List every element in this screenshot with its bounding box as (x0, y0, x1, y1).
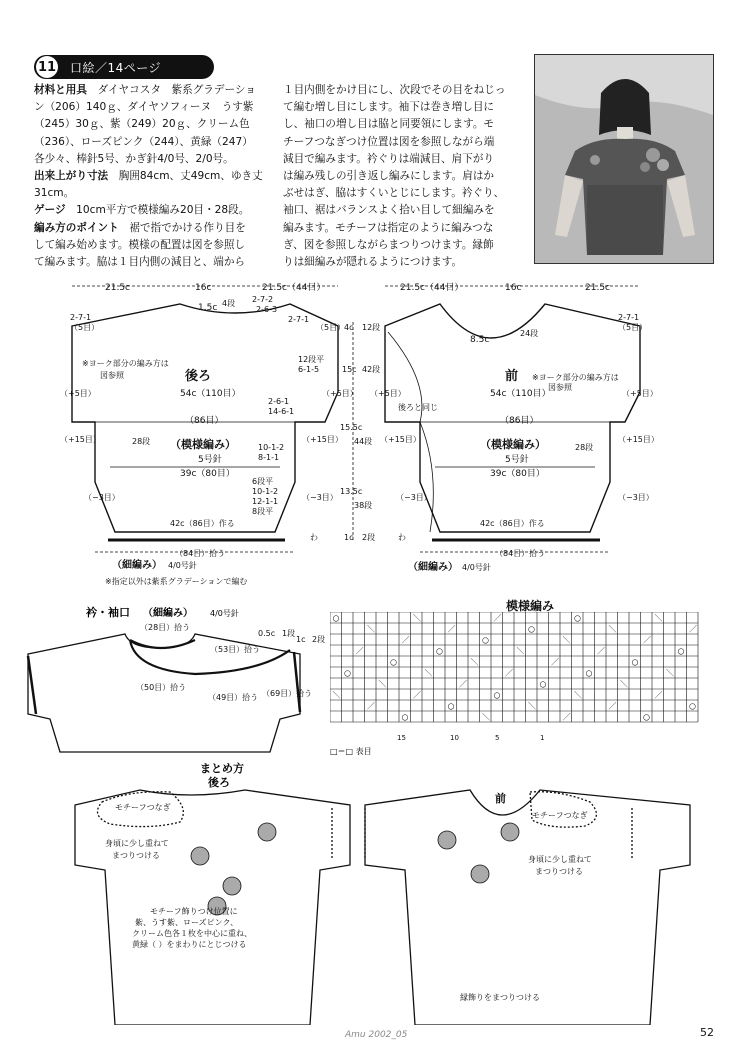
back-plus5-left: （+5目） (60, 389, 96, 398)
svg-text:＼: ＼ (666, 668, 674, 678)
svg-text:＼: ＼ (528, 701, 536, 711)
front-rows28: 28段 (575, 443, 594, 452)
back-side2-4: 8段平 (252, 507, 274, 516)
center-dim-4: 42段 (362, 365, 381, 374)
back-inc-1: 2-6-1 (268, 397, 290, 406)
collar-title: 衿・袖口 (86, 606, 130, 619)
assembly-edging: 縁飾りをまつりつける (460, 993, 540, 1002)
front-top-dim-2: 16c (505, 283, 522, 293)
svg-text:○: ○ (482, 635, 489, 645)
center-dim-2: 12段 (362, 323, 381, 332)
chart-col-1: 1 (540, 734, 545, 742)
assembly-motif-note-3: クリーム色各１枚を中心に重ね、 (132, 929, 252, 938)
collar-d1: 1c (296, 635, 306, 644)
svg-text:＼: ＼ (654, 613, 663, 623)
front-pattern: （模様編み） (480, 438, 546, 451)
back-neck-dim: 1.5c (198, 303, 218, 313)
svg-text:○: ○ (390, 657, 397, 667)
back-needle: 5号針 (198, 455, 222, 465)
page-number: 52 (700, 1026, 714, 1039)
garment-schematics (0, 272, 750, 602)
svg-text:○: ○ (539, 679, 547, 689)
center-dim-3: 15c (342, 365, 357, 374)
svg-text:○: ○ (643, 712, 650, 722)
center-dim-9: 1c (344, 533, 354, 542)
collar-53: （53目）拾う (210, 645, 261, 654)
back-top-dim-2: 16c (195, 283, 212, 293)
svg-text:／: ／ (367, 701, 375, 711)
back-side2-1: 6段平 (252, 477, 274, 486)
assembly-diagram (20, 760, 730, 1025)
back-side2-2: 10-1-2 (252, 487, 279, 496)
back-dec615: 6-1-5 (298, 365, 320, 374)
collar-cuff-diagram (0, 604, 330, 754)
svg-text:＼: ＼ (367, 624, 375, 634)
instructions-left: 材料と用具 ダイヤコスタ 紫系グラデーショ ン（206）140ｇ、ダイヤソフィーヌ うす紫 （245）30ｇ、紫（249）20ｇ、クリーム色 （236）、ローズピンク（244）、黄緑（247） 各少々、棒針5号、かぎ針4/0号、2/0号。 出来上がり寸法 胸囲84cm、丈49cm、ゆき丈 31cm。 ゲージ 10cm平方で模様編み20目・28段。 編み方のポイント 裾で指でかける作り目を して編み始めます。模様の配置は図を参照し て編みます。脇は１目内側の減目と、端から (34, 84, 263, 269)
svg-text:＼: ＼ (482, 712, 490, 722)
assembly-motif-join-front: モチーフつなぎ (532, 811, 588, 820)
back-edge-needle: 4/0号針 (168, 561, 197, 570)
chart-col-15: 15 (397, 734, 406, 742)
assembly-motif-note-2: 紫、うす紫、ローズピンク、 (135, 918, 239, 927)
instructions-middle: １目内側をかけ目にし、次段でその目をねじっ て編む増し目にします。袖下は巻き増し目に し、袖口の増し目は脇と同要領にします。モ チーフつなぎつけ位置は図を参照しながら端 減目で編みます。衿ぐりは端減目、肩下がり は編み残しの引き返し編みにします。肩はか ぶせはぎ、脇はすくいとじにします。衿ぐり、 袖口、裾はバランスよく拾い目して細編みを 編みます。モチーフは指定のように編みつな ぎ、図を参照しながらまつりつけます。縁飾 りは細編みが隠れるようにつけます。 (283, 84, 506, 269)
chart-legend: □＝□ 表目 (330, 747, 372, 756)
back-pick: （84目）拾う (175, 549, 226, 558)
back-bust: 54c（110目） (180, 389, 241, 399)
back-inc-2: 14-6-1 (268, 407, 295, 416)
back-edge: （細編み） (112, 560, 162, 571)
back-neck-dec-3: 2-7-1 (288, 315, 310, 324)
back-neck-dec-2: 2-6-3 (256, 305, 278, 314)
svg-text:○: ○ (574, 613, 581, 623)
svg-text:○: ○ (493, 690, 501, 700)
back-side2-3: 12-1-1 (252, 497, 279, 506)
back-yoke-note-1: ※ヨーク部分の編み方は (82, 359, 169, 368)
svg-text:＼: ＼ (332, 690, 341, 700)
front-st86: （86目） (500, 416, 539, 426)
center-dim-5: 15.5c (340, 423, 363, 432)
collar-r2: 2段 (312, 635, 326, 644)
front-plus15-left: （+15目） (380, 435, 421, 444)
center-dim-6: 44段 (354, 437, 373, 446)
svg-text:○: ○ (332, 613, 340, 623)
front-neck-rows: 24段 (520, 329, 539, 338)
front-pick: （84目）拾う (495, 549, 546, 558)
assembly-motif-note-1: モチーフ飾りつけ位置に (150, 907, 238, 916)
svg-text:＼: ＼ (424, 668, 433, 678)
back-waist: 39c（80目） (180, 469, 235, 479)
front-same-as-back: 後ろと同じ (398, 403, 438, 412)
svg-text:＼: ＼ (574, 690, 582, 700)
svg-text:＼: ＼ (516, 646, 525, 656)
front-minus3-right: （−3目） (618, 493, 654, 502)
assembly-front: 前 (495, 792, 506, 805)
svg-text:○: ○ (401, 712, 409, 722)
back-side-1: 10-1-2 (258, 443, 285, 452)
svg-text:／: ／ (355, 646, 364, 656)
collar-69: （69目）拾う (262, 689, 313, 698)
collar-r1: 1段 (282, 629, 296, 638)
back-minus3-left: （−3目） (84, 493, 120, 502)
svg-text:○: ○ (631, 657, 639, 667)
center-dim-8: 38段 (354, 501, 373, 510)
svg-text:／: ／ (643, 635, 651, 645)
svg-text:／: ／ (689, 624, 697, 634)
assembly-back-note-1: 身頃に少し重ねて (105, 839, 169, 848)
back-neck-dec-1: 2-7-2 (252, 295, 274, 304)
front-minus3-left: （−3目） (396, 493, 432, 502)
model-illustration (535, 55, 713, 263)
front-waist: 39c（80目） (490, 469, 545, 479)
back-title: 後ろ (185, 369, 212, 384)
svg-text:○: ○ (689, 701, 696, 711)
svg-text:／: ／ (562, 712, 571, 722)
svg-text:○: ○ (447, 701, 455, 711)
back-shoulder: 2-7-1 (70, 313, 92, 322)
collar-49: （49目）拾う (208, 693, 259, 702)
back-plus15-right: （+15目） (302, 435, 343, 444)
front-yoke-note-2: 図参照 (548, 383, 572, 392)
front-edge-needle: 4/0号針 (462, 563, 491, 572)
svg-text:／: ／ (597, 646, 605, 656)
assembly-motif-join-back: モチーフつなぎ (115, 803, 171, 812)
collar-28: （28目）拾う (140, 623, 191, 632)
front-top-dim-3: 21.5c (585, 283, 610, 293)
svg-text:／: ／ (447, 624, 456, 634)
front-yoke-note-1: ※ヨーク部分の編み方は (532, 373, 619, 382)
front-neck-dim: 8.5c (470, 335, 490, 345)
back-rows28: 28段 (132, 437, 151, 446)
svg-text:○: ○ (677, 646, 685, 656)
section-header (34, 55, 214, 79)
front-top-dim-1: 21.5c（44目） (400, 283, 464, 293)
model-photo (534, 54, 714, 264)
assembly-back-note-2: まつりつける (112, 851, 160, 860)
back-pattern: （模様編み） (170, 438, 236, 451)
chart-col-10: 10 (450, 734, 459, 742)
section-number: 11 (36, 56, 58, 78)
back-minus3-right: （−3目） (302, 493, 338, 502)
center-dim-10: 2段 (362, 533, 376, 542)
front-hem: 42c（86目）作る (480, 519, 545, 528)
collar-d05: 0.5c (258, 629, 276, 638)
back-five-stitch-right: （5目） (316, 323, 346, 332)
svg-text:／: ／ (505, 668, 513, 678)
back-plus5-right: （+5目） (322, 389, 358, 398)
front-bust: 54c（110目） (490, 389, 551, 399)
svg-text:／: ／ (608, 701, 617, 711)
svg-text:○: ○ (528, 624, 535, 634)
back-top-dim-1: 21.5c (105, 283, 130, 293)
section-title: 口絵／14ページ (70, 60, 162, 75)
center-dim-7: 13.5c (340, 487, 363, 496)
svg-text:＼: ＼ (413, 613, 421, 623)
chart-col-5: 5 (495, 734, 500, 742)
front-wa: わ (398, 533, 406, 542)
front-plus5-right: （+5目） (622, 389, 658, 398)
back-hem: 42c（86目）作る (170, 519, 235, 528)
magazine-footer: Amu 2002_05 (345, 1030, 408, 1040)
assembly-front-note-2: まつりつける (535, 867, 583, 876)
svg-text:＼: ＼ (378, 679, 387, 689)
front-edge: （細編み） (408, 562, 458, 573)
front-title: 前 (505, 369, 519, 384)
back-wa: わ (310, 533, 318, 542)
svg-text:○: ○ (344, 668, 351, 678)
back-st86: （86目） (185, 416, 224, 426)
svg-text:／: ／ (493, 613, 502, 623)
svg-text:＼: ＼ (562, 635, 571, 645)
back-plus15-left: （+15目） (60, 435, 101, 444)
front-plus5-left: （+5目） (370, 389, 406, 398)
back-side-2: 8-1-1 (258, 453, 280, 462)
back-row12: 12段平 (298, 355, 325, 364)
back-yoke-note-2: 図参照 (100, 371, 124, 380)
pattern-chart-title: 模様編み (505, 599, 554, 613)
back-neck-rows: 4段 (222, 299, 236, 308)
svg-text:＼: ＼ (470, 657, 479, 667)
collar-needle: 4/0号針 (210, 609, 239, 618)
collar-50: （50目）拾う (136, 683, 187, 692)
svg-text:＼: ＼ (620, 679, 628, 689)
assembly-back: 後ろ (208, 776, 230, 789)
svg-text:／: ／ (654, 690, 663, 700)
svg-text:○: ○ (436, 646, 443, 656)
svg-text:／: ／ (551, 657, 559, 667)
svg-text:／: ／ (459, 679, 467, 689)
front-plus15-right: （+15目） (618, 435, 659, 444)
assembly-title: まとめ方 (200, 762, 244, 775)
collar-subtitle: （細編み） (143, 608, 193, 619)
assembly-motif-note-4: 黄緑（ ）をまわりにとじつける (132, 940, 247, 949)
front-five-stitch: （5目） (618, 323, 648, 332)
svg-text:○: ○ (585, 668, 593, 678)
svg-text:＼: ＼ (608, 624, 617, 634)
pattern-chart (330, 612, 725, 760)
assembly-front-note-1: 身頃に少し重ねて (528, 855, 592, 864)
front-needle: 5号針 (505, 455, 529, 465)
svg-text:／: ／ (401, 635, 410, 645)
back-top-dim-3: 21.5c（44目） (262, 283, 326, 293)
back-five-stitch-left: （5目） (70, 323, 100, 332)
front-shoulder: 2-7-1 (618, 313, 640, 322)
back-note: ※指定以外は紫系グラデーションで編む (105, 577, 248, 586)
center-dim-1: 4c (344, 323, 354, 332)
svg-text:／: ／ (413, 690, 421, 700)
